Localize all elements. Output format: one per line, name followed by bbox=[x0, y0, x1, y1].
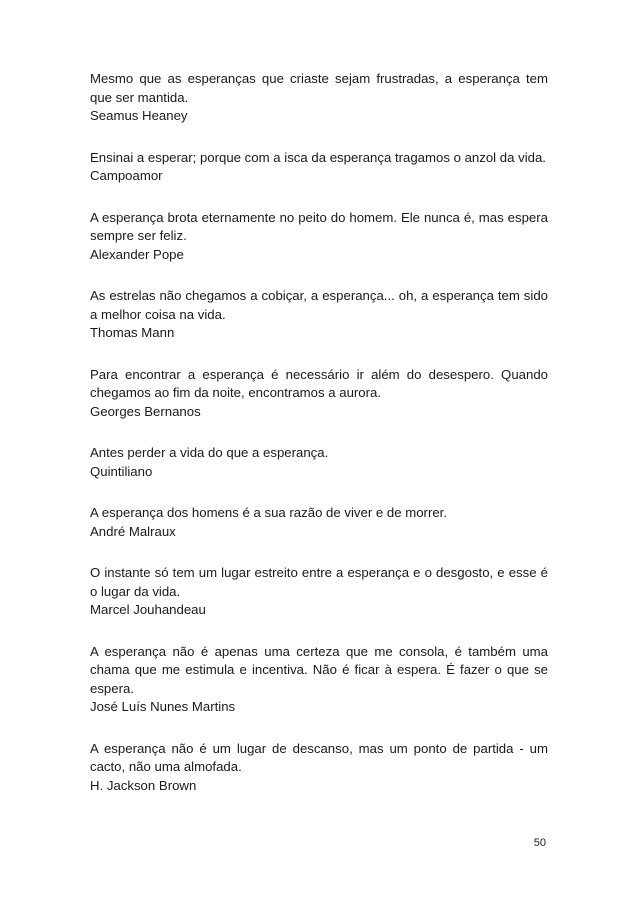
quote-text: Ensinai a esperar; porque com a isca da esperança tragamos o anzol da vida. bbox=[90, 149, 546, 165]
quote-author: Georges Bernanos bbox=[90, 403, 201, 419]
quote-text: As estrelas não chegamos a cobiçar, a esperança... oh, a esperança tem sido a melhor coisa na vida. bbox=[90, 288, 548, 322]
quote-author: André Malraux bbox=[90, 523, 176, 539]
quote-author: Campoamor bbox=[90, 168, 163, 183]
quotes-list bbox=[90, 70, 548, 818]
quote-text: Antes perder a vida do que a esperança. bbox=[90, 445, 329, 460]
quote-text: A esperança não é um lugar de descanso, mas um ponto de partida - um cacto, não uma almofada. bbox=[90, 740, 548, 774]
quote-block bbox=[90, 209, 548, 265]
quote-author: Seamus Heaney bbox=[90, 108, 188, 123]
quote-text: O instante só tem um lugar estreito entre a esperança e o desgosto, e esse é o lugar da vida. bbox=[90, 565, 548, 599]
quote-text: A esperança não é apenas uma certeza que me consola, é também uma chama que me estimula e incentiva. Não é ficar à espera. É fazer o que se espera. bbox=[90, 643, 548, 696]
quote-text: Para encontrar a esperança é necessário ir além do desespero. Quando chegamos ao fim da noite, encontramos a aurora. bbox=[90, 366, 548, 400]
quote-block bbox=[90, 444, 548, 481]
quote-block bbox=[90, 740, 548, 796]
quote-text: A esperança dos homens é a sua razão de viver e de morrer. bbox=[90, 505, 447, 520]
quote-block bbox=[90, 287, 548, 343]
quote-author: H. Jackson Brown bbox=[90, 777, 197, 793]
quote-author: Alexander Pope bbox=[90, 246, 184, 262]
quote-text: Mesmo que as esperanças que criaste sejam frustradas, a esperança tem que ser mantida. bbox=[90, 71, 548, 105]
quote-author: Marcel Jouhandeau bbox=[90, 602, 206, 617]
quote-author: José Luís Nunes Martins bbox=[90, 699, 236, 714]
quote-block bbox=[90, 366, 548, 422]
quote-block bbox=[90, 564, 548, 620]
quote-block bbox=[90, 643, 548, 717]
quote-block bbox=[90, 504, 548, 541]
quote-block bbox=[90, 149, 548, 186]
quote-author: Thomas Mann bbox=[90, 325, 175, 340]
quote-author: Quintiliano bbox=[90, 463, 153, 479]
quote-block bbox=[90, 70, 548, 126]
quote-text: A esperança brota eternamente no peito do homem. Ele nunca é, mas espera sempre ser feliz. bbox=[90, 209, 548, 243]
page-number: 50 bbox=[533, 837, 546, 849]
